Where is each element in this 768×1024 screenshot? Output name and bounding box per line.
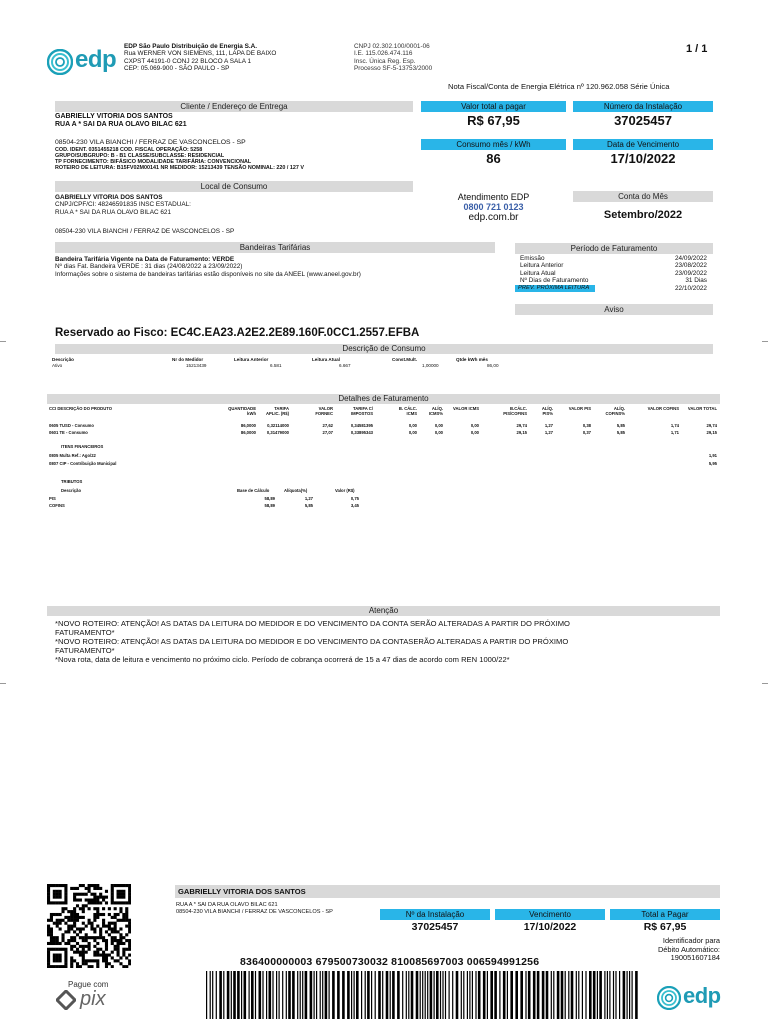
financial-item-desc: 0805 Multa Ref.: Ago/22 bbox=[49, 453, 96, 458]
consumption-cell: 86,00 bbox=[487, 363, 499, 368]
stub-address bbox=[176, 902, 396, 916]
tax-cell: PIS bbox=[49, 496, 56, 501]
period-row: Emissão 24/09/2022 bbox=[520, 255, 707, 262]
period-row: Nº Dias de Faturamento 31 Dias bbox=[520, 277, 707, 285]
column-header: VALOR FORNEC bbox=[315, 406, 333, 416]
bill-month-value: Setembro/2022 bbox=[603, 209, 683, 221]
attention-block bbox=[55, 619, 720, 664]
attention-line: *Nova rota, data de leitura e vencimento no próximo ciclo. Período de cobrança ocorrerá de 15 a 47 dias de acordo com REN 1000/22* bbox=[55, 655, 510, 664]
fold-mark bbox=[0, 683, 6, 684]
invoice-title: Nota Fiscal/Conta de Energia Elétrica nº 120.962.058 Série Única bbox=[448, 82, 670, 91]
auto-debit-label: Identificador para bbox=[662, 936, 720, 945]
consumption-label: Consumo mês / kWh bbox=[421, 139, 566, 150]
fold-mark bbox=[762, 683, 768, 684]
stub-installation-label: Nº da Instalação bbox=[380, 909, 490, 920]
service-phone[interactable]: 0800 721 0123 bbox=[463, 202, 524, 212]
billing-rows bbox=[47, 422, 720, 442]
company-info bbox=[124, 43, 324, 73]
barcode-number: 836400000003 679500730032 810085697003 006594991256 bbox=[240, 956, 540, 968]
site-cpf: CNPJ/CPF/CI: 48246591835 INSC ESTADUAL: bbox=[55, 201, 191, 209]
column-header: ALÍQ. COFINS% bbox=[605, 406, 625, 416]
client-block bbox=[55, 113, 415, 129]
billing-cell: 0,33895343 bbox=[350, 430, 373, 435]
column-header: Leitura Atual bbox=[312, 357, 340, 362]
barcode-icon bbox=[206, 971, 640, 1019]
billing-cell: 86,0000 bbox=[240, 423, 256, 428]
period-row: Leitura Anterior 23/08/2022 bbox=[520, 262, 707, 270]
total-value: R$ 67,95 bbox=[467, 113, 520, 128]
column-header: Const.Mult. bbox=[392, 357, 418, 362]
auto-debit-label: Débito Automático: bbox=[657, 944, 720, 954]
due-date-value: 17/10/2022 bbox=[610, 151, 676, 166]
financial-items bbox=[47, 444, 720, 469]
billing-cell: 29,74 bbox=[516, 423, 527, 428]
consumption-cell: Ativo bbox=[52, 363, 63, 368]
client-header: Cliente / Endereço de Entrega bbox=[55, 101, 413, 112]
column-header: VALOR COFINS bbox=[647, 406, 679, 411]
company-address-1: Rua WERNER VON SIEMENS, 111, LAPA DE BAIXO bbox=[124, 50, 277, 58]
attention-header: Atenção bbox=[47, 606, 720, 616]
company-address-3: CEP: 05.069-900 - SÃO PAULO - SP bbox=[124, 65, 230, 73]
column-header: Base de Cálculo bbox=[237, 488, 270, 493]
client-name: GABRIELLY VITORIA DOS SANTOS bbox=[55, 113, 173, 120]
stub-name: GABRIELLY VITORIA DOS SANTOS bbox=[175, 885, 720, 898]
column-header: TARIFA APLIC. (R$) bbox=[265, 406, 289, 416]
column-header: Descrição bbox=[52, 357, 74, 362]
column-header: Qtde kWh mês bbox=[456, 357, 488, 362]
stub-city: 08504-230 VILA BIANCHI / FERRAZ DE VASCONCELOS - SP bbox=[176, 909, 333, 915]
billing-cell: 29,74 bbox=[706, 423, 717, 428]
total-label: Valor total a pagar bbox=[421, 101, 566, 112]
site-street: RUA A * SAI DA RUA OLAVO BILAC 621 bbox=[55, 208, 172, 216]
billing-cell: 27,62 bbox=[322, 423, 333, 428]
customer-service bbox=[421, 192, 566, 223]
auto-debit-value: 190051607184 bbox=[670, 953, 720, 963]
billing-cell: 1,71 bbox=[670, 430, 679, 435]
consumption-cell: 6.667 bbox=[339, 363, 351, 368]
edp-footer-logo-icon bbox=[657, 986, 681, 1010]
column-header: TARIFA C/ IMPOSTOS bbox=[350, 406, 373, 416]
billing-cell: 0,00 bbox=[408, 430, 417, 435]
column-header: Alíquota(%) bbox=[284, 488, 308, 493]
company-address-2: CXPST 44191-0 CONJ 22 BLOCO A SALA 1 bbox=[124, 57, 252, 65]
column-header: Descrição bbox=[61, 488, 82, 493]
company-ie: I.E. 115.026.474.116 bbox=[354, 50, 413, 58]
column-header: ALÍQ. ICMS% bbox=[428, 406, 443, 416]
tax-cell: 5,85 bbox=[304, 503, 313, 508]
column-header: Valor (R$) bbox=[335, 488, 355, 493]
billing-cell: 0,00 bbox=[408, 423, 417, 428]
site-city: 08504-230 VILA BIANCHI / FERRAZ DE VASCONCELOS - SP bbox=[55, 228, 235, 235]
billing-cell: 5,85 bbox=[616, 423, 625, 428]
billing-cell: 0,31479000 bbox=[266, 430, 289, 435]
billing-cell: 0605 TUSD - Consumo bbox=[49, 423, 94, 428]
client-city: 08504-230 VILA BIANCHI / FERRAZ DE VASCONCELOS - SP bbox=[55, 139, 246, 146]
billing-cell: 29,15 bbox=[706, 430, 717, 435]
stub-due-value: 17/10/2022 bbox=[523, 921, 577, 933]
client-codes bbox=[55, 147, 415, 171]
stub-due-label: Vencimento bbox=[495, 909, 605, 920]
fold-mark bbox=[0, 341, 6, 342]
bill-month-header: Conta do Mês bbox=[573, 191, 713, 202]
tax-cell: 0,75 bbox=[350, 496, 359, 501]
billing-period-header: Período de Faturamento bbox=[515, 243, 713, 254]
tax-cell: 1,27 bbox=[304, 496, 313, 501]
tax-cell: 58,89 bbox=[264, 496, 275, 501]
pix-qr-code-icon[interactable] bbox=[47, 884, 131, 968]
due-date-label: Data de Vencimento bbox=[573, 139, 713, 150]
column-header: Leitura Anterior bbox=[234, 357, 269, 362]
stub-total-label: Total a Pagar bbox=[610, 909, 720, 920]
client-street: RUA A * SAI DA RUA OLAVO BILAC 621 bbox=[55, 121, 187, 129]
billing-cell: 0,00 bbox=[434, 423, 443, 428]
financial-items-header: ITENS FINANCEIROS bbox=[61, 444, 104, 449]
billing-details-header: Detalhes de Faturamento bbox=[47, 394, 720, 404]
billing-cell: 1,27 bbox=[544, 423, 553, 428]
service-site[interactable]: edp.com.br bbox=[468, 212, 519, 223]
billing-cell: 27,07 bbox=[322, 430, 333, 435]
billing-cell: 0,00 bbox=[470, 430, 479, 435]
financial-item-value: 1,91 bbox=[708, 453, 717, 458]
pix-label: Pague com bbox=[68, 980, 109, 989]
company-fiscal-info bbox=[354, 43, 494, 73]
billing-period-table bbox=[515, 255, 713, 292]
financial-item-desc: 0807 CIP - Contribuição Municipal bbox=[49, 461, 117, 466]
consumption-cell: 1,00000 bbox=[422, 363, 439, 368]
billing-cell: 0,00 bbox=[470, 423, 479, 428]
column-header: VALOR TOTAL bbox=[687, 406, 717, 411]
consumption-cell: 6.581 bbox=[270, 363, 282, 368]
edp-logo-icon bbox=[47, 49, 73, 75]
financial-item-value: 5,95 bbox=[708, 461, 717, 466]
stub-total-value: R$ 67,95 bbox=[643, 921, 687, 933]
fisco-code: Reservado ao Fisco: EC4C.EA23.A2E2.2E89.160F.0CC1.2557.EFBA bbox=[55, 327, 420, 339]
billing-cell: 1,27 bbox=[544, 430, 553, 435]
billing-cell: 0601 TE - Consumo bbox=[49, 430, 88, 435]
billing-cell: 0,32114000 bbox=[267, 423, 289, 428]
installation-label: Número da Instalação bbox=[573, 101, 713, 112]
tariff-flags-header: Bandeiras Tarifárias bbox=[55, 242, 495, 253]
column-header: B.CÁLC. PIS/COFINS bbox=[503, 406, 527, 416]
auto-debit-block bbox=[610, 937, 720, 963]
consumption-value: 86 bbox=[486, 151, 501, 166]
column-header: ALÍQ. PIS% bbox=[541, 406, 553, 416]
tax-cell: 3,45 bbox=[350, 503, 359, 508]
notice-header: Aviso bbox=[515, 304, 713, 315]
company-insc: Insc. Única Reg. Esp. bbox=[354, 57, 416, 65]
billing-cell: 0,00 bbox=[434, 430, 443, 435]
client-code-line: COD. IDENT. 0351455218 COD. FISCAL OPERAÇÃO: 5258 bbox=[55, 147, 203, 153]
taxes-header: TRIBUTOS bbox=[61, 479, 83, 484]
billing-cell: 5,85 bbox=[616, 430, 625, 435]
client-code-line: TP FORNECIMENTO: BIFÁSICO MODALIDADE TARIFÁRIA: CONVENCIONAL bbox=[55, 159, 252, 166]
edp-footer-logo-text: edp bbox=[683, 983, 721, 1008]
consumption-cell: 15213439 bbox=[186, 363, 207, 368]
attention-line: *NOVO ROTEIRO: ATENÇÃO! AS DATAS DA LEITURA DO MEDIDOR E DO VENCIMENTO DA CONTA SERÃO ALTERADAS A PARTIR DO PRÓXIMO bbox=[55, 619, 570, 628]
consumption-table bbox=[52, 357, 712, 373]
company-cnpj: CNPJ 02.302.100/0001-06 bbox=[354, 43, 430, 50]
company-processo: Processo SF-5-13753/2000 bbox=[354, 65, 433, 73]
billing-cell: 0,37 bbox=[582, 430, 591, 435]
column-header: CCI DESCRIÇÃO DO PRODUTO bbox=[49, 406, 112, 411]
pix-diamond-icon bbox=[56, 990, 76, 1010]
tax-cell: COFINS bbox=[49, 503, 65, 508]
tariff-flag-line: Nº dias Fat. Bandeira VERDE : 31 dias (24/08/2022 a 23/09/2022) bbox=[55, 263, 243, 271]
attention-line: FATURAMENTO* bbox=[55, 628, 115, 637]
fold-mark bbox=[762, 341, 768, 342]
installation-value: 37025457 bbox=[614, 113, 672, 128]
attention-line: *NOVO ROTEIRO: ATENÇÃO! AS DATAS DA LEITURA DO MEDIDOR E DO VENCIMENTO DA CONTASERÃO ALTERADAS A PARTIR DO PRÓXIMO bbox=[55, 637, 569, 646]
consumption-desc-header: Descrição de Consumo bbox=[55, 344, 713, 354]
column-header: VALOR ICMS bbox=[453, 406, 479, 411]
tariff-flag-line: Informações sobre o sistema de bandeiras tarifárias estão disponíveis no site da ANEEL (www.aneel.gov.br) bbox=[55, 270, 361, 278]
edp-logo-text: edp bbox=[75, 46, 117, 73]
tariff-flag-line: Bandeira Tarifária Vigente na Data de Faturamento: VERDE bbox=[55, 256, 235, 263]
tariff-flags-block bbox=[55, 256, 495, 278]
billing-cell: 0,34581395 bbox=[350, 423, 373, 428]
billing-cell: 1,74 bbox=[670, 423, 679, 428]
period-row: Leitura Atual 23/09/2022 bbox=[520, 269, 707, 277]
billing-cell: 0,38 bbox=[582, 423, 591, 428]
column-header: QUANTIDADE kWh bbox=[228, 406, 256, 416]
stub-installation-value: 37025457 bbox=[411, 921, 459, 933]
client-code-line: ROTEIRO DE LEITURA: B15FV02M00141 NR MEDIDOR: 15213439 TENSÃO NOMINAL: 220 / 127 V bbox=[55, 165, 304, 172]
taxes-table bbox=[47, 479, 720, 514]
page-number: 1 / 1 bbox=[686, 43, 708, 55]
column-header: Nr do Medidor bbox=[172, 357, 204, 362]
consumption-site-header: Local de Consumo bbox=[55, 181, 413, 192]
period-row-next-reading: PREV. PRÓXIMA LEITURA 22/10/2022 bbox=[515, 285, 713, 292]
column-header: B. CÁLC. ICMS bbox=[398, 406, 417, 416]
billing-cell: 29,15 bbox=[516, 430, 527, 435]
service-label: Atendimento EDP bbox=[457, 192, 530, 202]
pix-logo-text: pix bbox=[80, 988, 106, 1010]
stub-street: RUA A * SAI DA RUA OLAVO BILAC 621 bbox=[176, 902, 278, 908]
tax-cell: 58,89 bbox=[264, 503, 275, 508]
column-header: VALOR PIS bbox=[568, 406, 591, 411]
site-name: GABRIELLY VITORIA DOS SANTOS bbox=[55, 194, 163, 201]
billing-cell: 86,0000 bbox=[240, 430, 256, 435]
client-details bbox=[55, 139, 415, 146]
company-name: EDP São Paulo Distribuição de Energia S.A. bbox=[124, 43, 258, 50]
client-code-line: GRUPO/SUBGRUPO: B - B1 CLASSE/SUBCLASSE: RESIDENCIAL bbox=[55, 153, 225, 160]
consumption-site-block bbox=[55, 194, 415, 216]
attention-line: FATURAMENTO* bbox=[55, 646, 115, 655]
